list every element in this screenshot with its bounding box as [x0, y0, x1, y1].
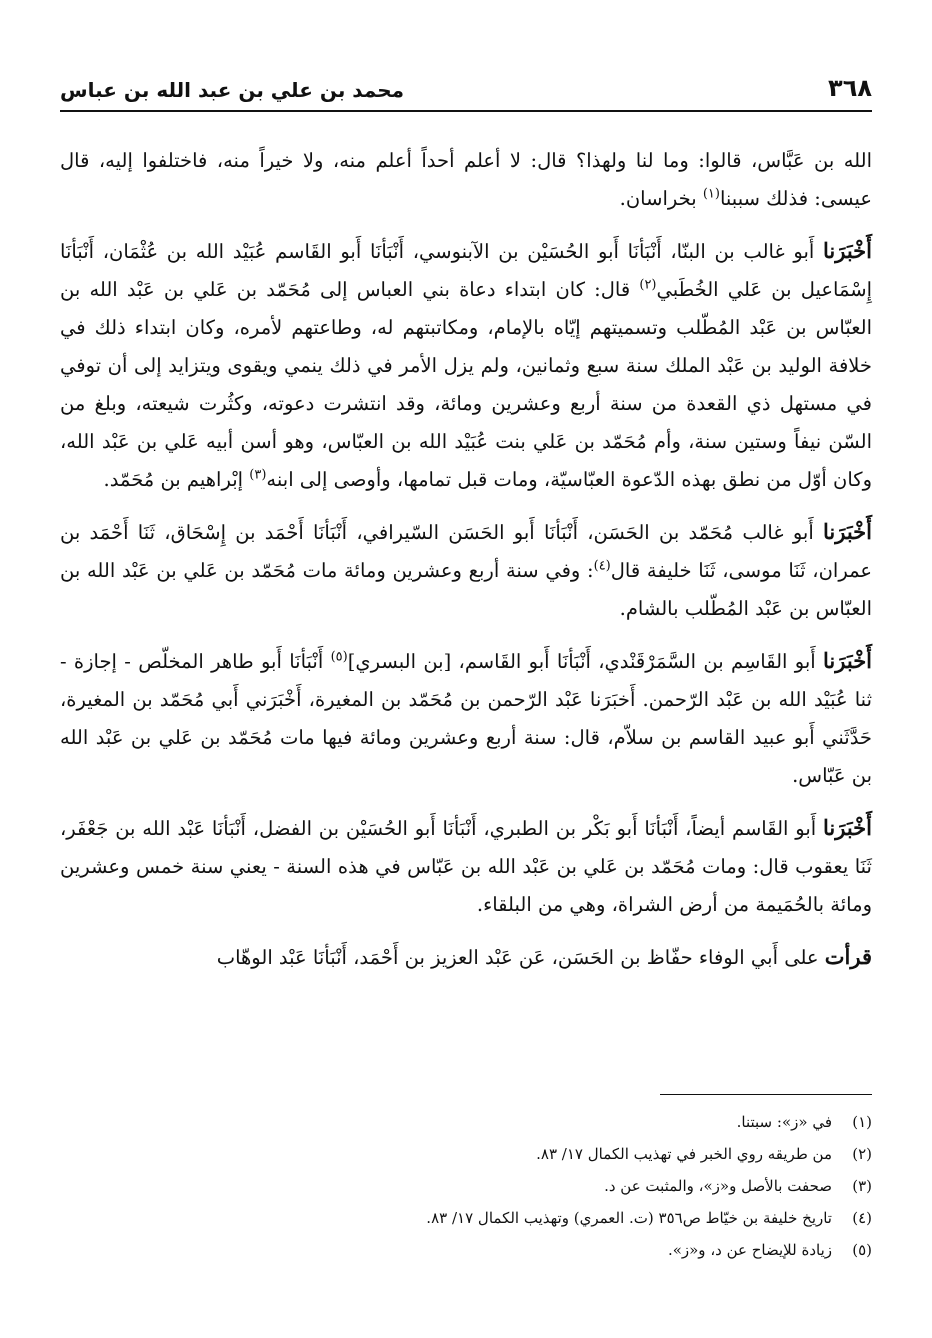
paragraph-4	[60, 642, 872, 795]
paragraph-5	[60, 809, 872, 924]
main-text	[60, 142, 872, 991]
paragraph-2	[60, 232, 872, 499]
paragraph-1	[60, 142, 872, 218]
footnote-text: في «ز»: سبتنا.	[736, 1113, 832, 1131]
paragraph-6	[60, 938, 872, 977]
footnote-number: (٤)	[852, 1209, 872, 1227]
paragraph-text: : وفي سنة أربع وعشرين ومائة مات مُحَمّد بن عَلي بن عَبْد الله بن العبّاس بن عَبْد المُطّلب بالشام.	[60, 559, 872, 620]
paragraph-3	[60, 513, 872, 628]
footnote-text: من طريقه روي الخبر في تهذيب الكمال ١٧/ ٨٣.	[536, 1145, 832, 1163]
isnad-lead: أَخْبَرَنا	[823, 815, 872, 840]
footnote-marker: (١)	[702, 186, 720, 202]
running-title: محمد بن علي بن عبد الله بن عباس	[60, 78, 405, 102]
footnote-rule	[660, 1094, 872, 1095]
footnote-number: (٥)	[852, 1241, 872, 1259]
footnote-text: زيادة للإيضاح عن د، و«ز».	[667, 1241, 832, 1259]
footnote	[60, 1138, 872, 1170]
isnad-lead: أَخْبَرَنا	[823, 648, 873, 673]
footnote-number: (٢)	[852, 1145, 872, 1163]
isnad-lead: قرأت	[824, 944, 872, 969]
isnad-lead: أَخْبَرَنا	[823, 519, 872, 544]
footnote-marker: (٣)	[249, 467, 267, 483]
paragraph-text: أَنْبَأنَا أَبو طاهر المخلّص - إجازة - ثنا عُبَيْد الله بن عَبْد الرّحمن. أَخبَرَنا عَبْد الرّحمن بن مُحَمّد بن المغيرة، أَخْبَرَني أَبي مُحَمّد بن المغيرة، حَدَّثَني أَبو عبيد القاسم بن سلاّم، قال: سنة أربع وعشرين ومائة فيها مات مُحَمّد بن عَلي بن عَبْد الله بن عَبّاس.	[60, 650, 872, 787]
footnote-number: (٣)	[852, 1177, 872, 1195]
footnote-marker: (٤)	[593, 558, 611, 574]
footnote-marker: (٥)	[330, 649, 348, 665]
footnote-text: صحفت بالأصل و«ز»، والمثبت عن د.	[604, 1177, 832, 1195]
paragraph-text: أَبو غالب مُحَمّد بن الحَسَن، أَنْبَأنَا أَبو الحَسَن السّيرافي، أَنْبَأنَا أَحْمَد بن إِسْحَاق، ثَنَا أَحْمَد بن عمران، ثَنَا موسى، ثَنَا خليفة قال	[60, 521, 873, 582]
paragraph-text: قال: كان ابتداء دعاة بني العباس إلى مُحَمّد بن عَلي بن عَبْد الله بن العبّاس بن عَبْد المُطّلب وتسميتهم إيّاه بالإمام، ومكاتبتهم له، وطاعتهم لأمره، وكان ابتداء ذلك في خلافة الوليد بن عَبْد الملك سنة سبع وثمانين، ولم يزل الأمر في ذلك ينمي ويقوى ويتزايد إلى أن توفي في مستهل ذي القعدة من سنة أربع وعشرين ومائة، وقد انتشرت دعوته، وكثُرت شيعته، وبلغ من السّن نيفاً وستين سنة، وأم مُحَمّد بن عَلي بنت عُبَيْد الله بن العبّاس، وهو أسن أبيه عَلي بن عَبْد الله، وكان أوّل من نطق بهذه الدّعوة العبّاسيّة، ومات قبل تمامها، وأوصى إلى ابنه	[60, 278, 872, 491]
footnote	[60, 1106, 872, 1138]
book-page	[60, 0, 872, 1338]
page-header	[60, 62, 872, 102]
footnote	[60, 1202, 872, 1234]
page-number: ٣٦٨	[828, 74, 872, 102]
paragraph-text: أَبو القَاسِم بن السَّمَرْقَنْدي، أَنْبَأنَا أَبو القَاسم، [بن البسري]	[347, 650, 824, 673]
paragraph-text: أَبو غالب بن البنّا، أَنْبَأنَا أَبو الحُسَيْن بن الآبنوسي، أَنْبَأنَا أَبو القَاسم عُبَيْد الله بن عُثْمَان، أَنْبَأنَا إِسْمَاعيل بن عَلي الخُطَبي	[60, 240, 872, 301]
paragraph-text: أَبو القَاسم أيضاً، أَنْبَأنَا أَبو بَكْر بن الطبري، أَنْبَأنَا أَبو الحُسَيْن بن الفضل، أَنْبَأنَا عَبْد الله بن جَعْفَر، ثَنَا يعقوب قال: ومات مُحَمّد بن عَلي بن عَبْد الله بن عَبّاس في هذه السنة - يعني سنة خمس وعشرين ومائة بالحُمَيمة من أرض الشراة، وهي من البلقاء.	[60, 817, 872, 916]
isnad-lead: أَخْبَرَنا	[823, 238, 872, 263]
footnote-number: (١)	[852, 1113, 872, 1131]
footnote-text: تاريخ خليفة بن خيّاط ص٣٥٦ (ت. العمري) وتهذيب الكمال ١٧/ ٨٣.	[426, 1209, 832, 1227]
paragraph-text: بخراسان.	[619, 187, 703, 210]
footnote	[60, 1234, 872, 1266]
paragraph-text: على أَبي الوفاء حفّاظ بن الحَسَن، عَن عَبْد العزيز بن أَحْمَد، أَنْبَأنَا عَبْد الوهّاب	[216, 946, 825, 969]
header-rule	[60, 110, 872, 112]
footnote-marker: (٢)	[639, 277, 657, 293]
footnotes	[60, 1106, 872, 1266]
paragraph-text: إبْراهيم بن مُحَمّد.	[103, 468, 250, 491]
paragraph-text: الله بن عَبَّاس، قالوا: وما لنا ولهذا؟ قال: لا أعلم أحداً أعلم منه، ولا خيراً منه، فاختلفوا إليه، قال عيسى: فذلك سببنا	[60, 149, 872, 210]
footnote	[60, 1170, 872, 1202]
